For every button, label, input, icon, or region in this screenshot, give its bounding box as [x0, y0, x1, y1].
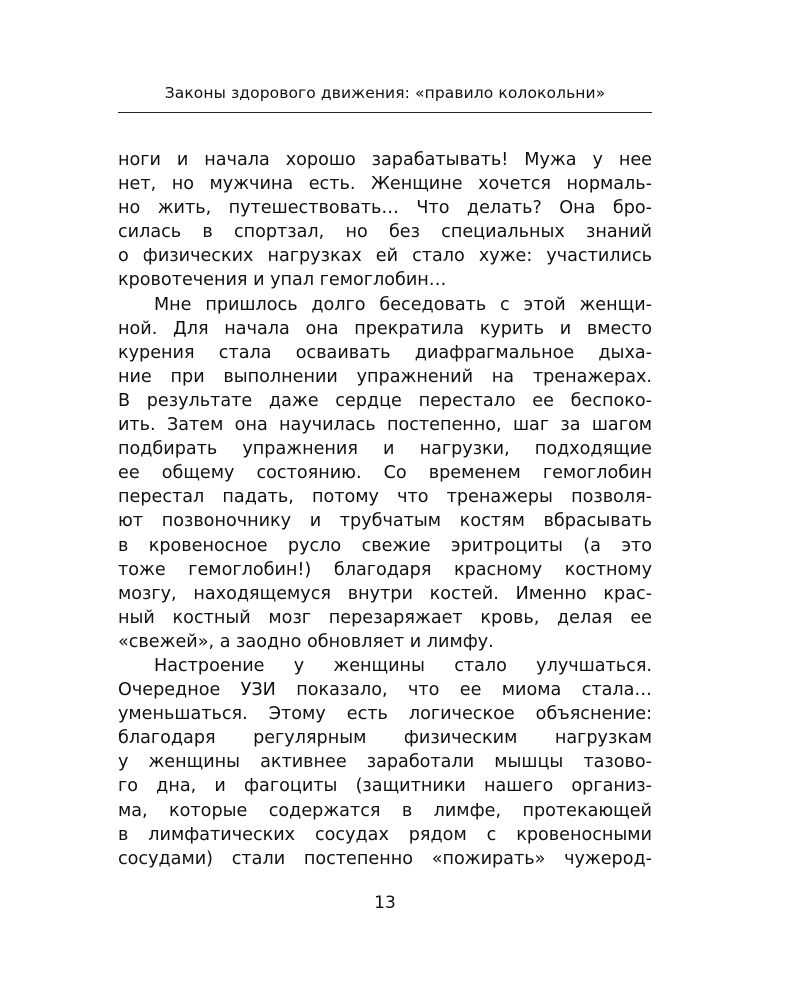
text-line: нет, но мужчина есть. Женщине хочется нормаль- [118, 174, 652, 195]
text-line: ние при выполнении упражнений на тренажерах. [118, 366, 652, 387]
body-text [118, 148, 652, 871]
text-line: ма, которые содержатся в лимфе, протекающей [118, 800, 652, 821]
text-line: о физических нагрузках ей стало хуже: участились [118, 246, 652, 267]
text-line: ить. Затем она научилась постепенно, шаг за шагом [118, 415, 652, 436]
text-line: у женщины активнее заработали мышцы тазово- [118, 752, 652, 773]
text-line: подбирать упражнения и нагрузки, подходящие [118, 439, 652, 460]
text-line: но жить, путешествовать… Что делать? Она бро- [118, 198, 652, 219]
text-line: в кровеносное русло свежие эритроциты (а это [118, 535, 652, 556]
text-line: го дна, и фагоциты (защитники нашего организ- [118, 776, 652, 797]
running-header: Законы здорового движения: «правило колокольни» [164, 84, 606, 102]
text-line: кровотечения и упал гемоглобин… [118, 270, 447, 291]
text-line: ной. Для начала она прекратила курить и вместо [118, 318, 652, 339]
text-line: мозгу, находящемуся внутри костей. Именно крас- [118, 583, 652, 604]
text-line: В результате даже сердце перестало ее беспоко- [118, 390, 652, 411]
text-line: ют позвоночнику и трубчатым костям вбрасывать [118, 511, 652, 532]
text-line: благодаря регулярным физическим нагрузкам [118, 728, 652, 749]
text-line: Очередное УЗИ показало, что ее миома стала… [118, 680, 652, 701]
text-line: «свежей», а заодно обновляет и лимфу. [118, 631, 494, 652]
text-line: ноги и начала хорошо зарабатывать! Мужа у нее [118, 150, 652, 170]
header-rule [118, 112, 652, 113]
paragraph-first-line: Настроение у женщины стало улучшаться. [154, 655, 652, 676]
text-line: сосудами) стали постепенно «пожирать» чужерод- [118, 848, 652, 869]
paragraph-first-line: Мне пришлось долго беседовать с этой женщи- [154, 294, 652, 315]
page-number: 13 [374, 893, 396, 913]
text-line: ее общему состоянию. Со временем гемоглобин [118, 463, 652, 484]
text-line: перестал падать, потому что тренажеры позволя- [118, 487, 652, 508]
text-line: в лимфатических сосудах рядом с кровеносными [118, 824, 652, 845]
text-line: силась в спортзал, но без специальных знаний [118, 222, 652, 243]
text-line: курения стала осваивать диафрагмальное дыха- [118, 342, 652, 363]
text-line: ный костный мозг перезаряжает кровь, делая ее [118, 607, 652, 628]
text-line: тоже гемоглобин!) благодаря красному костному [118, 559, 652, 580]
text-line: уменьшаться. Этому есть логическое объяснение: [118, 704, 652, 725]
